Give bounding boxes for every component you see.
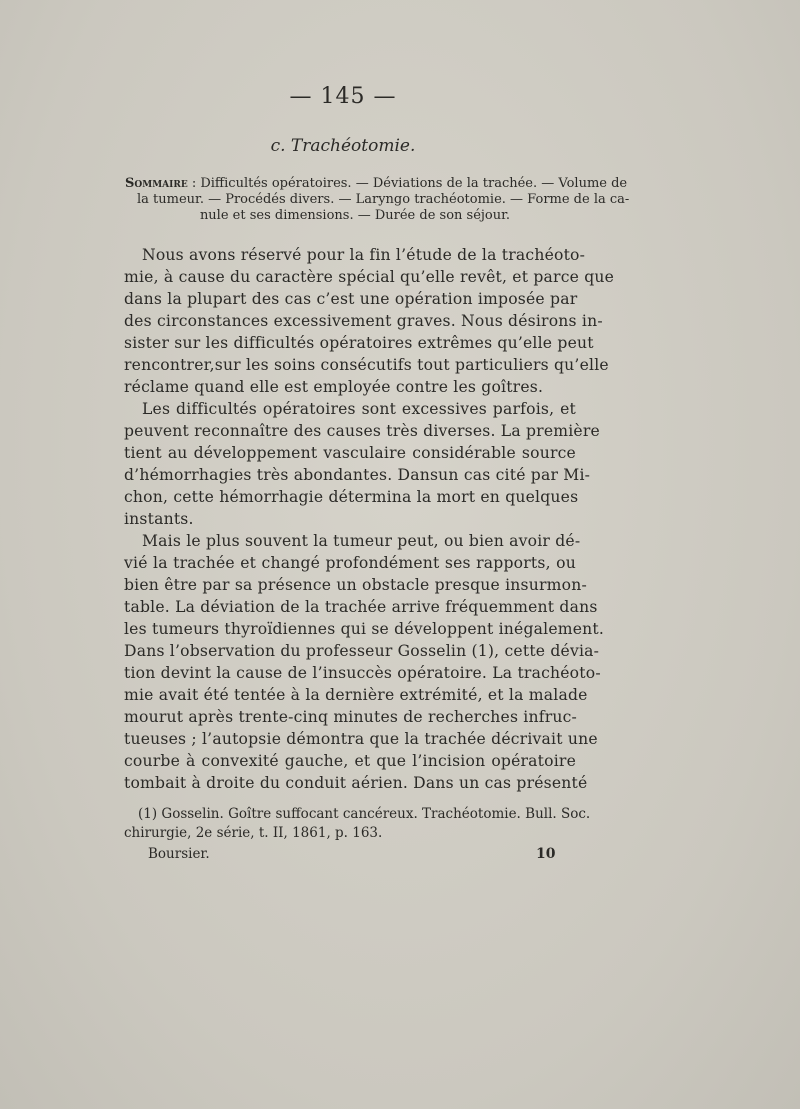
text-line: mie, à cause du caractère spécial qu’elle revêt, et parce que (124, 268, 615, 286)
summary-label: Sommaire (125, 176, 188, 191)
summary-line (125, 176, 628, 192)
section-title: c. Trachéotomie. (270, 136, 416, 156)
text-line: chon, cette hémorrhagie détermina la mort en quelques (124, 488, 579, 506)
text-line: bien être par sa présence un obstacle presque insurmon- (124, 576, 587, 594)
text-line: les tumeurs thyroïdiennes qui se développent inégalement. (124, 620, 605, 638)
footnote-line: chirurgie, 2e série, t. II, 1861, p. 163. (124, 825, 383, 841)
text-line: table. La déviation de la trachée arrive fréquemment dans (124, 598, 598, 616)
text-line: tueuses ; l’autopsie démontra que la trachée décrivait une (124, 730, 598, 748)
text-line: mie avait été tentée à la dernière extrémité, et la malade (124, 686, 588, 704)
text-line: des circonstances excessivement graves. Nous désirons in- (124, 312, 603, 330)
summary (125, 176, 630, 224)
page-number: — 145 — (289, 84, 397, 109)
text-line: Nous avons réservé pour la fin l’étude de la trachéoto- (142, 246, 586, 264)
text-line: Les difficultés opératoires sont excessives parfois, et (142, 400, 576, 418)
text-line: dans la plupart des cas c’est une opération imposée par (124, 290, 578, 308)
summary-line: nule et ses dimensions. — Durée de son séjour. (199, 208, 511, 223)
printer-signature: Boursier. (148, 846, 210, 862)
text-line: mourut après trente-cinq minutes de recherches infruc- (124, 708, 578, 726)
text-line: Mais le plus souvent la tumeur peut, ou bien avoir dé- (142, 532, 581, 550)
text-line: Dans l’observation du professeur Gosselin (1), cette dévia- (124, 642, 600, 660)
text-line: réclame quand elle est employée contre les goîtres. (124, 378, 544, 396)
text-line: d’hémorrhagies très abondantes. Dansun cas cité par Mi- (124, 466, 591, 484)
text-line: tient au développement vasculaire considérable source (124, 444, 576, 462)
summary-line: la tumeur. — Procédés divers. — Laryngo trachéotomie. — Forme de la ca- (137, 192, 630, 207)
text-line: sister sur les difficultés opératoires extrêmes qu’elle peut (124, 334, 594, 352)
sheet-number: 10 (536, 846, 556, 862)
text-line: rencontrer,sur les soins consécutifs tout particuliers qu’elle (124, 356, 609, 374)
paragraph (124, 244, 615, 398)
footnote-line: (1) Gosselin. Goître suffocant cancéreux. Trachéotomie. Bull. Soc. (138, 806, 591, 822)
text-line: tion devint la cause de l’insuccès opératoire. La trachéoto- (124, 664, 601, 682)
paragraph (124, 398, 600, 530)
body-text (124, 244, 615, 794)
text-line: vié la trachée et changé profondément ses rapports, ou (124, 554, 576, 572)
footnote (124, 805, 591, 843)
text-line: tombait à droite du conduit aérien. Dans un cas présenté (124, 774, 588, 792)
paragraph (124, 530, 605, 794)
text-line: instants. (124, 510, 194, 528)
text-line: courbe à convexité gauche, et que l’incision opératoire (124, 752, 576, 770)
text-line: peuvent reconnaître des causes très diverses. La première (124, 422, 600, 440)
summary-line-text: : Difficultés opératoires. — Déviations de la trachée. — Volume de (187, 176, 628, 191)
